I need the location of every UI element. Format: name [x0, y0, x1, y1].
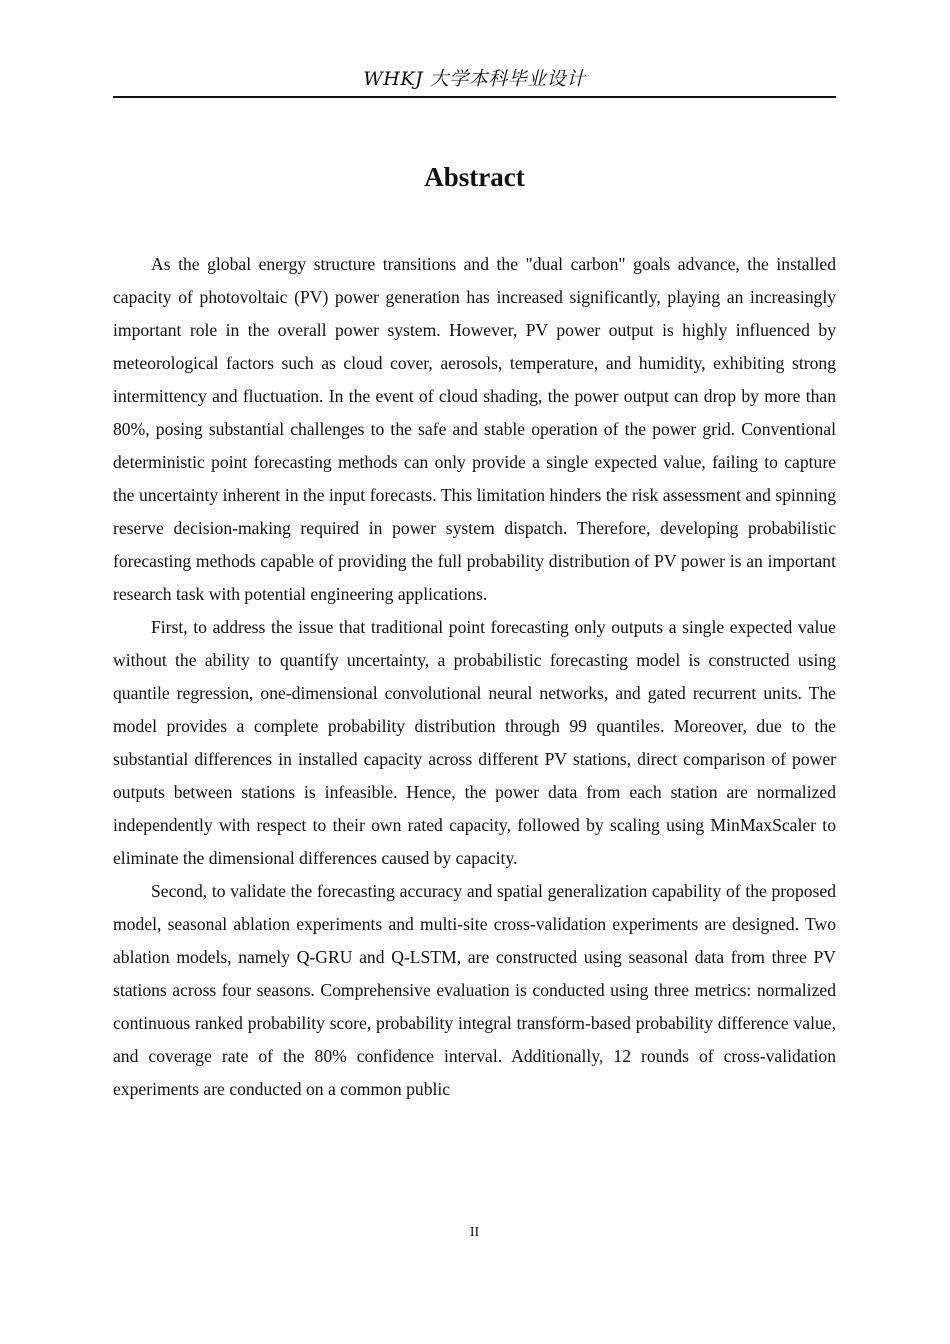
abstract-title: Abstract	[424, 162, 525, 192]
header-rule	[113, 96, 836, 98]
paragraph: As the global energy structure transitions and the "dual carbon" goals advance, the installed capacity of photovoltaic (PV) power generation has increased significantly, playing an increasingly important role in the overall power system. However, PV power output is highly influenced by meteorological factors such as cloud cover, aerosols, temperature, and humidity, exhibiting strong intermittency and fluctuation. In the event of cloud shading, the power output can drop by more than 80%, posing substantial challenges to the safe and stable operation of the power grid. Conventional deterministic point forecasting methods can only provide a single expected value, failing to capture the uncertainty inherent in the input forecasts. This limitation hinders the risk assessment and spinning reserve decision-making required in power system dispatch. Therefore, developing probabilistic forecasting methods capable of providing the full probability distribution of PV power is an important research task with potential engineering applications.	[113, 254, 836, 604]
paragraph: Second, to validate the forecasting accuracy and spatial generalization capability of the proposed model, seasonal ablation experiments and multi-site cross-validation experiments are designed. Two ablation models, namely Q-GRU and Q-LSTM, are constructed using seasonal data from three PV stations across four seasons. Comprehensive evaluation is conducted using three metrics: normalized continuous ranked probability score, probability integral transform-based probability difference value, and coverage rate of the 80% confidence interval. Additionally, 12 rounds of cross-validation experiments are conducted on a common public	[113, 881, 836, 1099]
abstract-body	[113, 248, 836, 1106]
paragraph: First, to address the issue that traditional point forecasting only outputs a single expected value without the ability to quantify uncertainty, a probabilistic forecasting model is constructed using quantile regression, one-dimensional convolutional neural networks, and gated recurrent units. The model provides a complete probability distribution through 99 quantiles. Moreover, due to the substantial differences in installed capacity across different PV stations, direct comparison of power outputs between stations is infeasible. Hence, the power data from each station are normalized independently with respect to their own rated capacity, followed by scaling using MinMaxScaler to eliminate the dimensional differences caused by capacity.	[113, 617, 836, 868]
page-number: II	[469, 1225, 480, 1240]
running-header: WHKJ 大学本科毕业设计	[363, 68, 586, 90]
